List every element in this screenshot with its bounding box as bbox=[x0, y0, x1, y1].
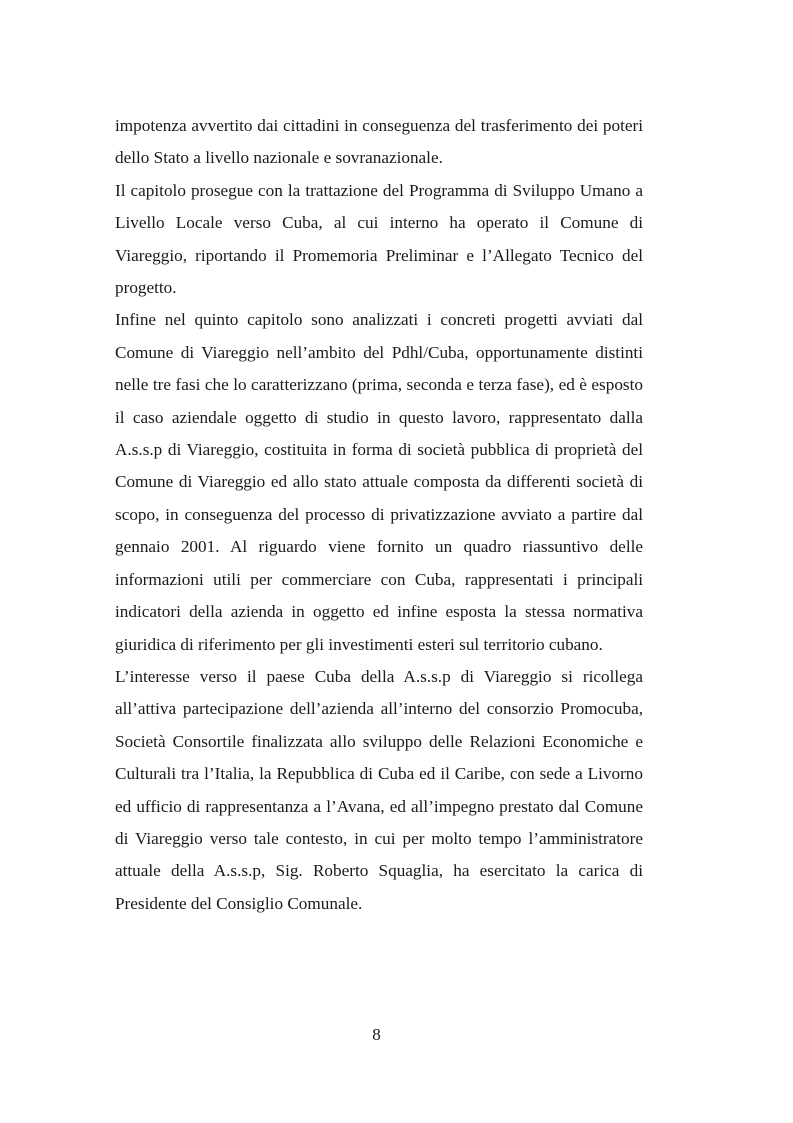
paragraph-2: Il capitolo prosegue con la trattazione del Programma di Sviluppo Umano a Livello Locale verso Cuba, al cui interno ha operato il Comune di Viareggio, riportando il Promemoria Preliminar e l’Allegato Tecnico del progetto. bbox=[115, 180, 643, 298]
paragraph-4: L’interesse verso il paese Cuba della A.s.s.p di Viareggio si ricollega all’attiva partecipazione dell’azienda all’interno del consorzio Promocuba, Società Consortile finalizzata allo sviluppo delle Relazioni Economiche e Culturali tra l’Italia, la Repubblica di Cuba ed il Caribe, con sede a Livorno ed ufficio di rappresentanza a l’Avana, ed all’impegno prestato dal Comune di Viareggio verso tale contesto, in cui per molto tempo l’amministratore attuale della A.s.s.p, Sig. Roberto Squaglia, ha esercitato la carica di Presidente del Consiglio Comunale. bbox=[115, 666, 643, 913]
body-text bbox=[115, 110, 643, 920]
page-number: 8 bbox=[372, 1025, 381, 1044]
paragraph-1: impotenza avvertito dai cittadini in conseguenza del trasferimento dei poteri dello Stato a livello nazionale e sovranazionale. bbox=[115, 116, 643, 168]
paragraph-3: Infine nel quinto capitolo sono analizzati i concreti progetti avviati dal Comune di Viareggio nell’ambito del Pdhl/Cuba, opportunamente distinti nelle tre fasi che lo caratterizzano (prima, seconda e terza fase), ed è esposto il caso aziendale oggetto di studio in questo lavoro, rappresentato dalla A.s.s.p di Viareggio, costituita in forma di società pubblica di proprietà del Comune di Viareggio ed allo stato attuale composta da differenti società di scopo, in conseguenza del processo di privatizzazione avviato a partire dal gennaio 2001. Al riguardo viene fornito un quadro riassuntivo delle informazioni utili per commerciare con Cuba, rappresentati i principali indicatori della azienda in oggetto ed infine esposta la stessa normativa giuridica di riferimento per gli investimenti esteri sul territorio cubano. bbox=[115, 310, 643, 654]
